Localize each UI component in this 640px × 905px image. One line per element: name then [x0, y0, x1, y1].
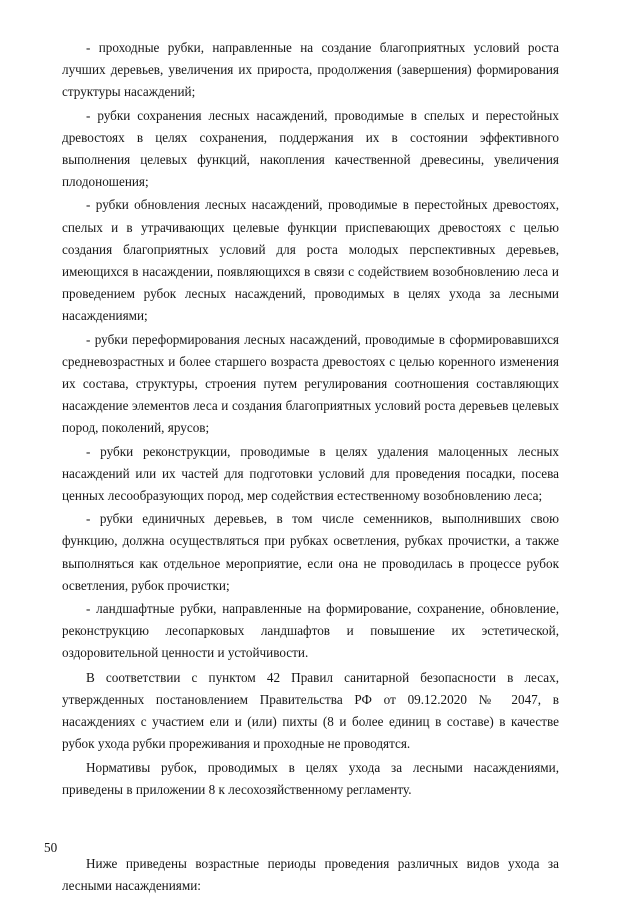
- paragraph-single-tree-felling: - рубки единичных деревьев, в том числе семенников, выполнивших свою функцию, должна осуществляться при рубках осветления, рубках прочистки, а также выполняться как отдельное мероприятие, если она не проводилась в процессе рубок осветления, рубок прочистки;: [62, 511, 559, 593]
- paragraph-thinning-passage: - проходные рубки, направленные на создание благоприятных условий роста лучших деревьев, увеличения их прироста, продолжения (завершения) формирования структуры насаждений;: [62, 40, 559, 100]
- paragraph-felling-norms: Нормативы рубок, проводимых в целях ухода за лесными насаждениями, приведены в приложении 8 к лесохозяйственному регламенту.: [62, 759, 559, 797]
- paragraph-landscape-felling: - ландшафтные рубки, направленные на формирование, сохранение, обновление, реконструкцию лесопарковых ландшафтов и повышение их эстетической, оздоровительной ценности и устойчивости.: [62, 601, 559, 661]
- paragraph-reformation-felling: - рубки переформирования лесных насаждений, проводимые в сформировавшихся средневозрастных и более старшего возраста древостоях с целью коренного изменения их состава, структуры, строения путем регулирования соотношения составляющих насаждение элементов леса и создания благоприятных условий роста деревьев целевых пород, поколений, ярусов;: [62, 331, 559, 436]
- page-number: 50: [44, 840, 58, 855]
- paragraph-conservation-felling: - рубки сохранения лесных насаждений, проводимые в спелых и перестойных древостоях в целях сохранения, поддержания их в состоянии эффективного выполнения целевых функций, накопления качественной древесины, увеличения плодоношения;: [62, 107, 559, 190]
- paragraph-age-periods-intro: Ниже приведены возрастные периоды проведения различных видов ухода за лесными насаждениями:: [62, 855, 559, 894]
- paragraph-sanitary-rules: В соответствии с пунктом 42 Правил санитарной безопасности в лесах, утвержденных постановлением Правительства РФ от 09.12.2020 № 2047, в насаждениях с участием ели и (или) пихты (8 и более единиц в составе) в качестве рубок ухода рубки прореживания и проходные не проводятся.: [62, 669, 559, 752]
- paragraph-reconstruction-felling: - рубки реконструкции, проводимые в целях удаления малоценных лесных насаждений или их частей для подготовки условий для проведения посадки, посева ценных лесообразующих пород, мер содействия естественному возобновлению леса;: [62, 443, 559, 504]
- body-text: [62, 37, 559, 897]
- paragraph-renewal-felling: - рубки обновления лесных насаждений, проводимые в перестойных древостоях, спелых и в утрачивающих целевые функции приспевающих древостоях с целью создания благоприятных условий для роста молодых перспективных деревьев, имеющихся в насаждении, появляющихся в связи с содействием возобновлению леса и проведением рубок лесных насаждений, проводимых в целях ухода за лесными насаждениями;: [62, 197, 559, 324]
